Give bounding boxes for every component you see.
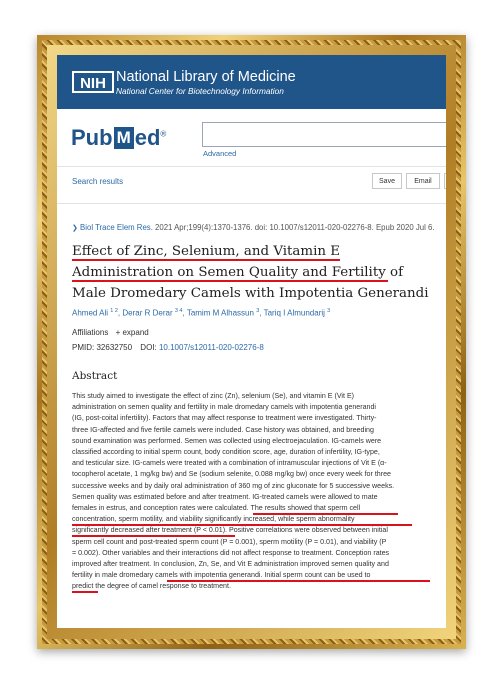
abstract-line: fertility in male dromedary camels with impotentia generandi. Initial sperm count can be used to (72, 571, 371, 580)
abstract-line: sound examination was performed. Semen was collected using electroejaculation. IG-camels were (72, 436, 382, 445)
citation-details: . 2021 Apr;199(4):1370-1376. doi: 10.1007/s12011-020-02276-8. Epub 2020 Jul 6. (150, 223, 435, 232)
highlight-underline (72, 524, 412, 526)
nlm-title[interactable]: National Library of Medicine (116, 69, 296, 85)
highlight-underline (253, 513, 398, 515)
abstract-line: (IG, post-coital infertility). Factors that may affect response to treatment were investigated. Thirty- (72, 414, 377, 423)
affiliations-label: Affiliations (72, 328, 109, 337)
doi-label: DOI: (140, 343, 157, 352)
abstract-line: concentration, sperm motility, and viability significantly increased, while sperm abnormality (72, 515, 355, 524)
author-affiliation-refs[interactable]: 3 (327, 308, 331, 314)
abstract-line: Semen quality was estimated before and after treatment. IG-treated camels were allowed to mate (72, 492, 378, 501)
plus-icon[interactable]: + (115, 328, 121, 337)
pubmed-logo[interactable] (71, 125, 166, 151)
author-link[interactable]: Ahmed Ali (72, 308, 109, 318)
abstract-line: tocopherol acetate, 1 mg/kg bw) and Se (sodium selenite, 0.088 mg/kg bw) once every week for three (72, 470, 391, 479)
pmid-label: PMID: (72, 343, 95, 352)
search-results-link[interactable]: Search results (72, 177, 124, 186)
abstract-line: This study aimed to investigate the effect of zinc (Zn), selenium (Se), and vitamin E (Vit E) (72, 392, 355, 400)
nih-header-bar (57, 55, 446, 109)
title-line: Male Dromedary Camels with Impotentia Generandi (72, 286, 429, 301)
more-button[interactable] (444, 173, 446, 189)
title-line: Administration on Semen Quality and Fertility of (72, 265, 404, 280)
author-link[interactable]: Derar R Derar (122, 308, 173, 318)
abstract-line: females in estrus, and conception rates were calculated. The results showed that sperm cell (72, 504, 361, 513)
author-affiliation-refs[interactable]: 3 4 (174, 308, 183, 314)
title-line: Effect of Zinc, Selenium, and Vitamin E (72, 244, 341, 259)
highlight-underline (72, 535, 235, 537)
author-link[interactable]: Tamim M Alhassun (186, 308, 254, 318)
author-list (72, 308, 330, 318)
citation (72, 223, 434, 232)
author-separator: , (259, 308, 264, 318)
expand-affiliations-button[interactable]: expand (122, 328, 149, 337)
abstract-line: successive weeks and by daily oral administration of 360 mg of zinc gluconate for 5 successive weeks. (72, 481, 395, 490)
ncbi-subtitle: National Center for Biotechnology Information (116, 86, 284, 96)
nih-logo[interactable]: NIH (72, 71, 114, 93)
author-affiliation-refs[interactable]: 3 (256, 308, 260, 314)
chevron-right-icon: ❯ (72, 225, 78, 232)
pubmed-logo-pub: Pub (71, 125, 113, 150)
abstract-heading: Abstract (72, 370, 118, 382)
save-button[interactable]: Save (372, 173, 402, 189)
author-separator: , (182, 308, 187, 318)
highlight-underline (167, 580, 430, 582)
title-underline (72, 259, 340, 261)
abstract-line: administration on semen quality and fertility in male dromedary camels with impotentia generandi (72, 403, 376, 412)
search-input[interactable] (202, 122, 446, 147)
abstract-line: sperm cell count and post-treated sperm count (P = 0.001), sperm motility (P = 0.01), and viability (P (72, 537, 387, 546)
author-separator: , (117, 308, 123, 318)
affiliations-row (72, 328, 149, 337)
divider (57, 166, 446, 167)
abstract-line: three IG-affected and five fertile camels were included. Case history was obtained, and breeding (72, 425, 374, 434)
article-title (72, 241, 444, 304)
author-link[interactable]: Tariq I Almundarij (263, 308, 325, 318)
pubmed-logo-m: M (114, 127, 134, 149)
pubmed-screenshot (57, 55, 446, 628)
abstract-line: and testicular size. IG-camels were treated with a combination of intramuscular injections of Vit E (α- (72, 459, 387, 468)
author-affiliation-refs[interactable]: 1 2 (110, 308, 118, 314)
pmid-value: 32632750 (96, 343, 133, 352)
abstract-line: predict the degree of camel response to treatment. (72, 582, 231, 591)
abstract-line: = 0.002). Other variables and their interactions did not affect response to treatment. Conception rates (72, 548, 390, 557)
pubmed-logo-ed: ed (134, 125, 161, 150)
identifiers (72, 343, 264, 352)
doi-link[interactable]: 10.1007/s12011-020-02276-8 (158, 343, 264, 352)
highlight-underline (72, 591, 98, 593)
title-underline (72, 280, 388, 282)
abstract-line: classified according to initial sperm count, body condition score, age, duration of infertility, IG-type, (72, 448, 380, 457)
email-button[interactable]: Email (406, 173, 440, 189)
divider (57, 203, 446, 204)
abstract-line: improved after treatment. In conclusion, Zn, Se, and Vit E administration improved semen quality and (72, 560, 389, 569)
abstract-text (72, 391, 440, 593)
journal-link[interactable]: Biol Trace Elem Res (80, 223, 151, 232)
abstract-line: significantly decreased after treatment (P < 0.01). Positive correlations were observed between initial (72, 526, 388, 535)
advanced-search-link[interactable]: Advanced (203, 149, 237, 158)
pubmed-logo-registered: ® (160, 129, 167, 139)
